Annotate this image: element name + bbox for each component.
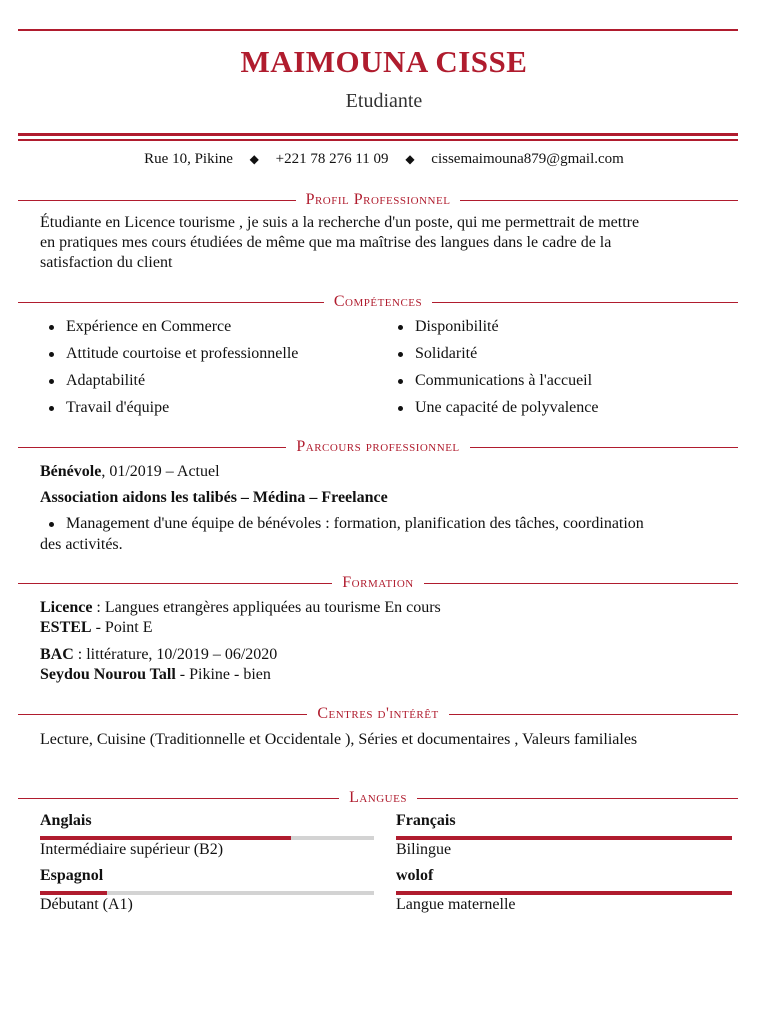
skill-item: Communications à l'accueil bbox=[389, 371, 729, 398]
language-level-bar bbox=[396, 836, 732, 840]
experience-period: , 01/2019 – Actuel bbox=[101, 463, 220, 480]
interests-text: Lecture, Cuisine (Traditionnelle et Occidentale ), Séries et documentaires , Valeurs familiales bbox=[40, 731, 638, 748]
school: Seydou Nourou Tall bbox=[40, 666, 176, 683]
experience-org: Association aidons les talibés – bbox=[40, 489, 249, 506]
experience-role-line bbox=[40, 462, 740, 482]
candidate-title: Etudiante bbox=[345, 90, 423, 112]
skills-list-left bbox=[40, 317, 380, 425]
section-heading-education: Formation bbox=[18, 573, 738, 593]
language-name: wolof bbox=[396, 867, 434, 884]
language-level: Bilingue bbox=[396, 841, 452, 858]
profile-text bbox=[40, 213, 740, 273]
experience-tasks bbox=[40, 514, 740, 534]
school-detail: - Point E bbox=[91, 619, 153, 636]
skill-item: Disponibilité bbox=[389, 317, 729, 344]
language-level-bar bbox=[40, 891, 374, 895]
header-rule-thick bbox=[18, 133, 738, 136]
section-heading-interests: Centres d'intérêt bbox=[18, 704, 738, 724]
skills-list-right bbox=[389, 317, 729, 425]
language-level: Langue maternelle bbox=[396, 896, 516, 913]
experience-org-line bbox=[40, 488, 740, 508]
skill-item: Expérience en Commerce bbox=[40, 317, 380, 344]
education-item bbox=[40, 645, 740, 685]
top-rule bbox=[18, 29, 738, 31]
candidate-name: MAIMOUNA CISSE bbox=[240, 44, 528, 79]
education-item bbox=[40, 598, 740, 638]
profile-line: en pratiques mes cours étudiées de même que ma maîtrise des langues dans le cadre de la bbox=[40, 234, 612, 251]
profile-line: satisfaction du client bbox=[40, 254, 173, 271]
language-level: Intermédiaire supérieur (B2) bbox=[40, 841, 224, 858]
skill-item: Attitude courtoise et professionnelle bbox=[40, 344, 380, 371]
diamond-separator-icon: ◆ bbox=[405, 152, 415, 166]
contact-line bbox=[0, 151, 768, 168]
language-level: Débutant (A1) bbox=[40, 896, 133, 913]
section-heading-languages: Langues bbox=[18, 788, 738, 808]
profile-line: Étudiante en Licence tourisme , je suis a la recherche d'un poste, qui me permettrait de mettre bbox=[40, 214, 640, 231]
header-rule-thin bbox=[18, 139, 738, 141]
school: ESTEL bbox=[40, 619, 92, 636]
section-heading-profile: Profil Professionnel bbox=[18, 190, 738, 210]
language-name: Espagnol bbox=[40, 867, 104, 884]
degree: Licence bbox=[40, 599, 93, 616]
section-heading-skills: Compétences bbox=[18, 292, 738, 312]
section-heading-experience: Parcours professionnel bbox=[18, 437, 738, 457]
degree-detail: : Langues etrangères appliquées au tourisme En cours bbox=[92, 599, 441, 616]
language-level-bar bbox=[40, 836, 374, 840]
task-item: Management d'une équipe de bénévoles : formation, planification des tâches, coordination bbox=[40, 514, 740, 534]
diamond-separator-icon: ◆ bbox=[249, 152, 259, 166]
language-level-bar bbox=[396, 891, 732, 895]
address: Rue 10, Pikine bbox=[144, 151, 233, 167]
experience-place: Médina – Freelance bbox=[248, 489, 388, 506]
email-link[interactable]: cissemaimouna879@gmail.com bbox=[431, 151, 624, 167]
skill-item: Une capacité de polyvalence bbox=[389, 398, 729, 425]
skill-item: Travail d'équipe bbox=[40, 398, 380, 425]
school-detail: - Pikine - bien bbox=[175, 666, 271, 683]
skill-item: Adaptabilité bbox=[40, 371, 380, 398]
language-name: Anglais bbox=[40, 812, 92, 829]
degree: BAC bbox=[40, 646, 74, 663]
degree-detail: : littérature, 10/2019 – 06/2020 bbox=[73, 646, 278, 663]
experience-role: Bénévole bbox=[40, 463, 102, 480]
language-name: Français bbox=[396, 812, 456, 829]
skill-item: Solidarité bbox=[389, 344, 729, 371]
phone: +221 78 276 11 09 bbox=[275, 151, 389, 167]
task-item-continuation: des activités. bbox=[40, 536, 123, 553]
